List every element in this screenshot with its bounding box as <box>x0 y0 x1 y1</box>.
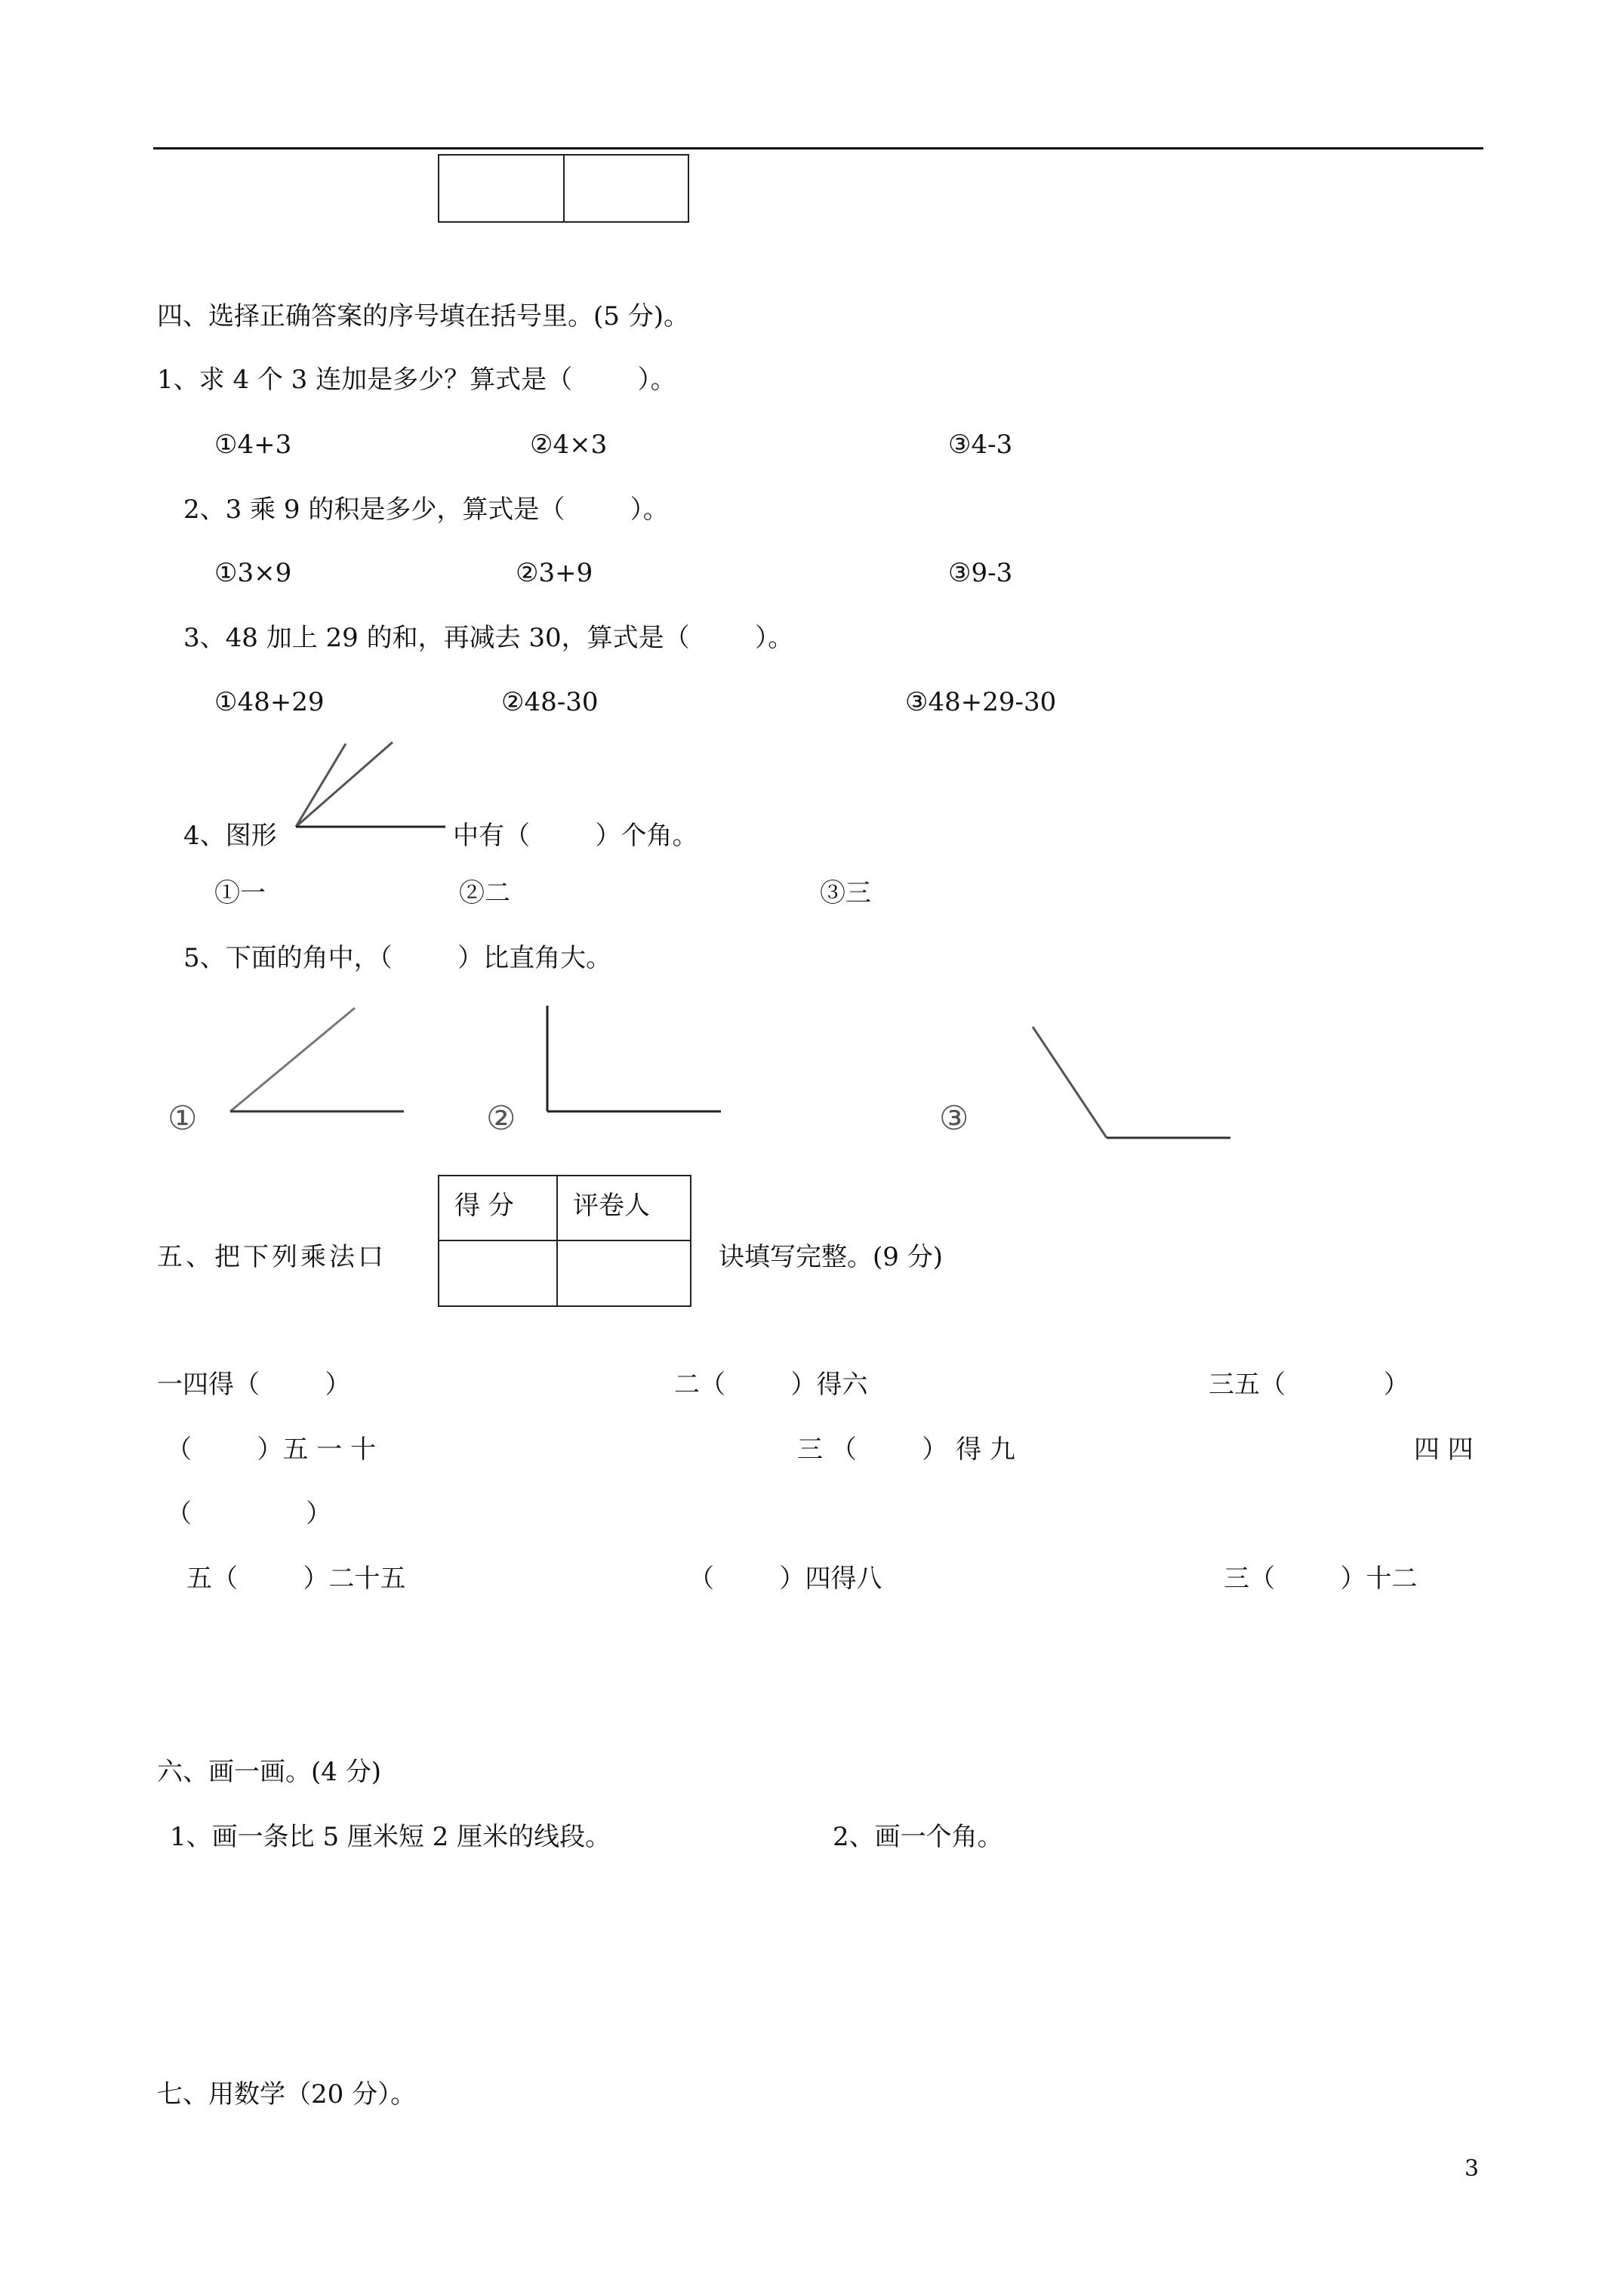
page-number: 3 <box>1464 2156 1480 2182</box>
section5-title-part1: 五、把下列乘法口 <box>157 1242 387 1272</box>
q4-option-1: ①一 <box>214 878 266 908</box>
section4-title: 四、选择正确答案的序号填在括号里。(5 分)。 <box>157 301 689 331</box>
q5-angle-label-1: ① <box>168 1099 198 1138</box>
q1-option-1: ①4+3 <box>214 430 292 460</box>
q1-option-2: ②4×3 <box>530 430 608 460</box>
q5-angle-obtuse <box>1027 1023 1238 1144</box>
q2-option-1: ①3×9 <box>214 558 292 588</box>
q4-angle-figure <box>287 736 460 842</box>
section6-item-1: 1、画一条比 5 厘米短 2 厘米的线段。 <box>170 1822 611 1852</box>
q1-option-3: ③4-3 <box>948 430 1013 460</box>
q5-text: 5、下面的角中，（ ）比直角大。 <box>183 943 612 973</box>
q5-angle-label-3: ③ <box>939 1099 969 1138</box>
s5-row2-item1: （ ）五 一 十 <box>166 1435 377 1465</box>
header-table-divider <box>563 156 565 221</box>
q3-option-2: ②48-30 <box>501 687 599 717</box>
s5-row1-item3: 三五（ ） <box>1209 1370 1409 1400</box>
q2-option-2: ②3+9 <box>516 558 593 588</box>
q1-text: 1、求 4 个 3 连加是多少？算式是（ ）。 <box>157 365 676 395</box>
section7-title: 七、用数学（20 分）。 <box>157 2079 417 2110</box>
q2-text: 2、3 乘 9 的积是多少，算式是（ ）。 <box>183 495 669 525</box>
s5-row1-item1: 一四得（ ） <box>157 1370 351 1400</box>
score-table-header-grader: 评卷人 <box>573 1191 650 1221</box>
top-rule <box>153 147 1483 149</box>
q5-angle-label-2: ② <box>486 1099 516 1138</box>
score-table-header-score: 得 分 <box>454 1191 514 1221</box>
section6-title: 六、画一画。(4 分) <box>157 1757 381 1787</box>
s5-row2-item3: 四 四 <box>1414 1435 1474 1465</box>
q3-option-1: ①48+29 <box>214 687 325 717</box>
q3-text: 3、48 加上 29 的和，再减去 30，算式是（ ）。 <box>183 623 794 653</box>
q4-suffix: 中有（ ）个角。 <box>453 821 698 851</box>
s5-row1-item2: 二（ ）得六 <box>674 1370 868 1400</box>
section6-item-2: 2、画一个角。 <box>833 1822 1003 1852</box>
s5-row4-item1: 五（ ）二十五 <box>186 1564 406 1594</box>
q3-option-3: ③48+29-30 <box>905 687 1057 717</box>
section5-title-part2: 诀填写完整。(9 分) <box>719 1242 943 1272</box>
s5-row3-item1: （ ） <box>166 1499 332 1529</box>
score-table <box>438 1175 691 1307</box>
s5-row2-item2: 三 （ ） 得 九 <box>797 1435 1015 1465</box>
q4-option-3: ③三 <box>820 878 871 908</box>
header-table <box>438 154 689 223</box>
q4-option-2: ②二 <box>459 878 510 908</box>
s5-row4-item3: 三（ ）十二 <box>1224 1564 1418 1594</box>
q5-angle-acute <box>226 1004 408 1117</box>
score-table-divider-h <box>439 1240 690 1241</box>
q2-option-3: ③9-3 <box>948 558 1013 588</box>
q4-prefix: 4、图形 <box>183 821 277 851</box>
s5-row4-item2: （ ）四得八 <box>688 1564 882 1594</box>
q5-angle-right <box>544 1004 725 1117</box>
